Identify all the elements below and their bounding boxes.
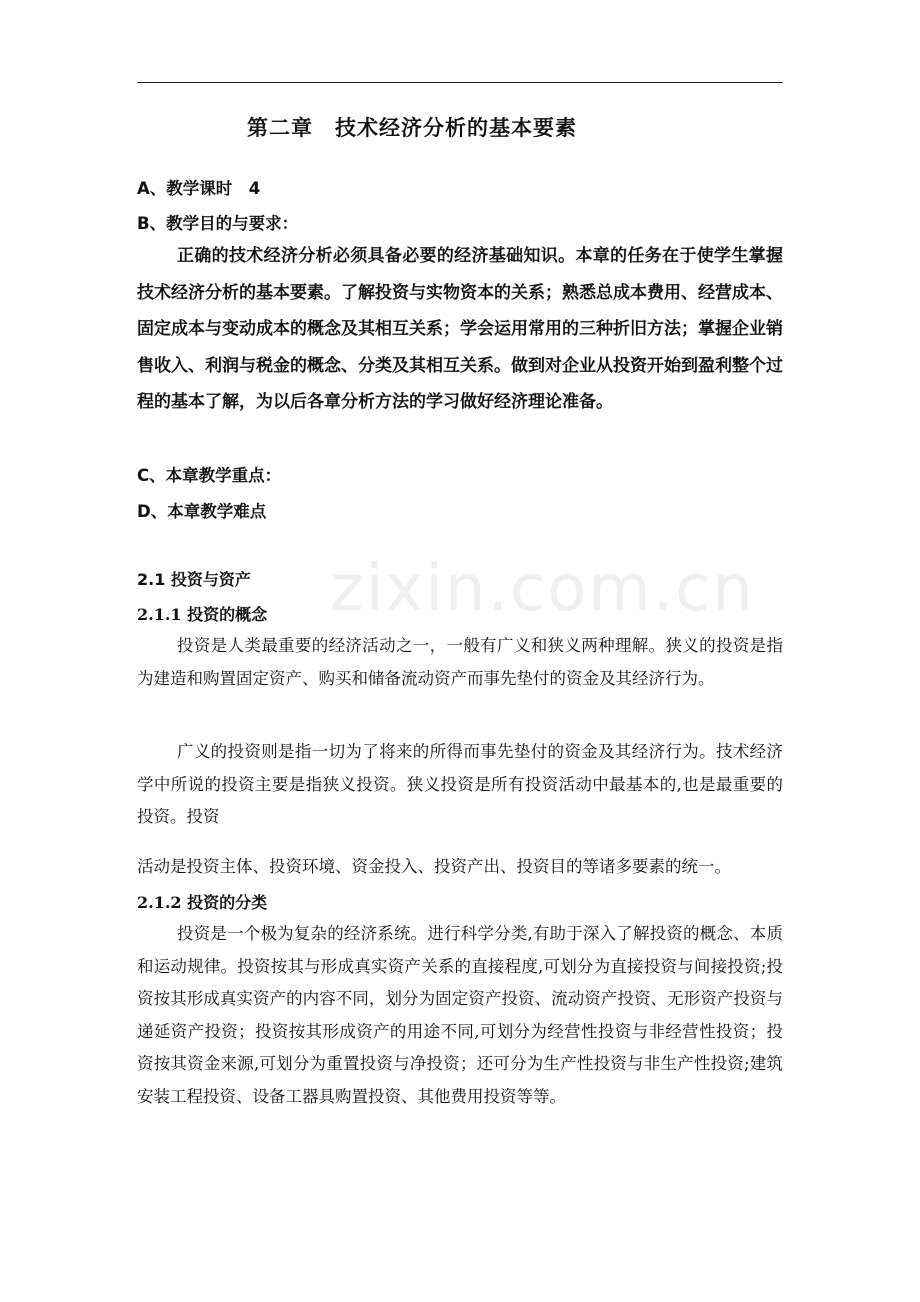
item-teaching-objectives: B、教学目的与要求： — [137, 214, 299, 233]
paragraph-investment-concept: 投资是人类最重要的经济活动之一，一般有广义和狭义两种理解。狭义的投资是指为建造和购置固定资产、购买和储备流动资产而事先垫付的资金及其经济行为。 — [137, 636, 783, 688]
section-heading-2-1: 2.1 投资与资产 — [137, 570, 251, 589]
chapter-title: 第二章 技术经济分析的基本要素 — [247, 116, 577, 140]
header-rule — [137, 82, 783, 83]
item-key-points: C、本章教学重点： — [137, 466, 282, 485]
paragraph-investment-activity: 活动是投资主体、投资环境、资金投入、投资产出、投资目的等诸多要素的统一。 — [137, 857, 731, 876]
paragraph-broad-investment: 广义的投资则是指一切为了将来的所得而事先垫付的资金及其经济行为。技术经济学中所说的投资主要是指狭义投资。狭义投资是所有投资活动中最基本的,也是最重要的投资。投资 — [137, 742, 783, 826]
objective-paragraph: 正确的技术经济分析必须具备必要的经济基础知识。本章的任务在于使学生掌握技术经济分析的基本要素。了解投资与实物资本的关系；熟悉总成本费用、经营成本、固定成本与变动成本的概念及其相互关系；学会运用常用的三种折旧方法；掌握企业销售收入、利润与税金的概念、分类及其相互关系。做到对企业从投资开始到盈利整个过程的基本了解，为以后各章分析方法的学习做好经济理论准备。 — [137, 246, 783, 413]
item-difficult-points: D、本章教学难点 — [137, 502, 267, 521]
site-watermark: zixin.com.cn — [330, 552, 755, 626]
subsection-heading-2-1-2: 2.1.2 投资的分类 — [137, 893, 268, 912]
subsection-heading-2-1-1: 2.1.1 投资的概念 — [137, 605, 268, 624]
document-page — [137, 0, 783, 1302]
item-teaching-hours: A、教学课时 4 — [137, 179, 261, 198]
paragraph-investment-classification: 投资是一个极为复杂的经济系统。进行科学分类,有助于深入了解投资的概念、本质和运动规律。投资按其与形成真实资产关系的直接程度,可划分为直接投资与间接投资;投资按其形成真实资产的内容不同，划分为固定资产投资、流动资产投资、无形资产投资与递延资产投资；投资按其形成资产的用途不同,可划分为经营性投资与非经营性投资；投资按其资金来源,可划分为重置投资与净投资；还可分为生产性投资与非生产性投资;建筑安装工程投资、设备工器具购置投资、其他费用投资等等。 — [137, 924, 783, 1106]
